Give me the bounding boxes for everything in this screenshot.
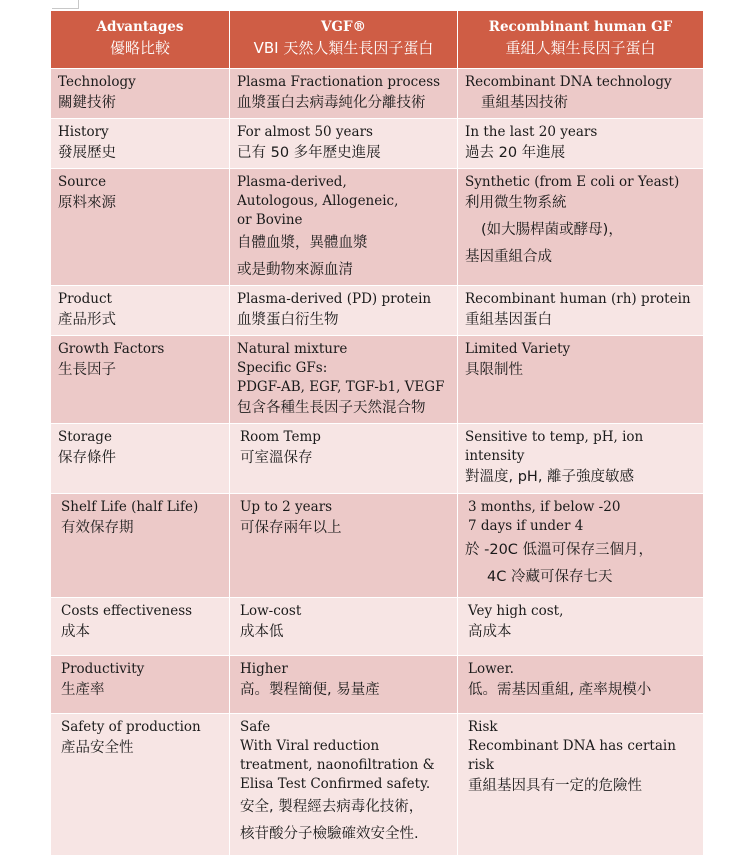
header-advantages: Advantages 優略比較 <box>51 11 230 69</box>
vgf-cell: Safe With Viral reduction treatment, naonofiltration & Elisa Test Confirmed safety. 安全, 製程經去病毒化技術， 核苷酸分子檢驗確效安全性. <box>230 714 458 856</box>
label-cell: Shelf Life (half Life) 有效保存期 <box>51 494 230 598</box>
rhgf-cell: 3 months, if below -20 7 days if under 4 於 -20C 低溫可保存三個月， 4C 冷藏可保存七天 <box>458 494 704 598</box>
label-cell: History 發展歷史 <box>51 119 230 169</box>
label-cell: Costs effectiveness 成本 <box>51 598 230 656</box>
row-shelf-life <box>51 494 704 598</box>
row-history <box>51 119 704 169</box>
comparison-table <box>50 10 704 856</box>
rhgf-cell: Recombinant DNA technology 重組基因技術 <box>458 69 704 119</box>
rhgf-cell: Sensitive to temp, pH, ion intensity 對溫度, pH, 離子強度敏感 <box>458 424 704 494</box>
vgf-cell: Room Temp 可室溫保存 <box>230 424 458 494</box>
vgf-cell: For almost 50 years 已有 50 多年歷史進展 <box>230 119 458 169</box>
rhgf-cell: In the last 20 years 過去 20 年進展 <box>458 119 704 169</box>
page-corner-mark <box>52 8 79 9</box>
vgf-cell: Higher 高。製程簡便, 易量產 <box>230 656 458 714</box>
row-technology <box>51 69 704 119</box>
label-cell: Productivity 生產率 <box>51 656 230 714</box>
row-growth-factors <box>51 336 704 424</box>
vgf-cell: Plasma-derived (PD) protein 血漿蛋白衍生物 <box>230 286 458 336</box>
row-storage <box>51 424 704 494</box>
header-vgf: VGF® VBI 天然人類生長因子蛋白 <box>230 11 458 69</box>
vgf-cell: Up to 2 years 可保存兩年以上 <box>230 494 458 598</box>
rhgf-cell: Limited Variety 具限制性 <box>458 336 704 424</box>
label-cell: Source 原料來源 <box>51 169 230 286</box>
vgf-cell: Plasma-derived, Autologous, Allogeneic, or Bovine 自體血漿，異體血漿 或是動物來源血清 <box>230 169 458 286</box>
vgf-cell: Natural mixture Specific GFs: PDGF-AB, EGF, TGF-b1, VEGF 包含各種生長因子天然混合物 <box>230 336 458 424</box>
row-safety <box>51 714 704 856</box>
rhgf-cell: Vey high cost, 高成本 <box>458 598 704 656</box>
row-source <box>51 169 704 286</box>
header-row <box>51 11 704 69</box>
row-product <box>51 286 704 336</box>
rhgf-cell: Lower. 低。需基因重組, 產率規模小 <box>458 656 704 714</box>
rhgf-cell: Risk Recombinant DNA has certain risk 重組基因具有一定的危險性 <box>458 714 704 856</box>
page-corner-mark <box>78 0 79 8</box>
label-cell: Storage 保存條件 <box>51 424 230 494</box>
label-cell: Technology 關鍵技術 <box>51 69 230 119</box>
row-productivity <box>51 656 704 714</box>
label-cell: Product 產品形式 <box>51 286 230 336</box>
rhgf-cell: Synthetic (from E coli or Yeast) 利用微生物系統 (如大腸桿菌或酵母)， 基因重組合成 <box>458 169 704 286</box>
header-recombinant: Recombinant human GF 重組人類生長因子蛋白 <box>458 11 704 69</box>
label-cell: Growth Factors 生長因子 <box>51 336 230 424</box>
rhgf-cell: Recombinant human (rh) protein 重組基因蛋白 <box>458 286 704 336</box>
label-cell: Safety of production 產品安全性 <box>51 714 230 856</box>
row-costs <box>51 598 704 656</box>
vgf-cell: Low-cost 成本低 <box>230 598 458 656</box>
vgf-cell: Plasma Fractionation process 血漿蛋白去病毒純化分離技術 <box>230 69 458 119</box>
